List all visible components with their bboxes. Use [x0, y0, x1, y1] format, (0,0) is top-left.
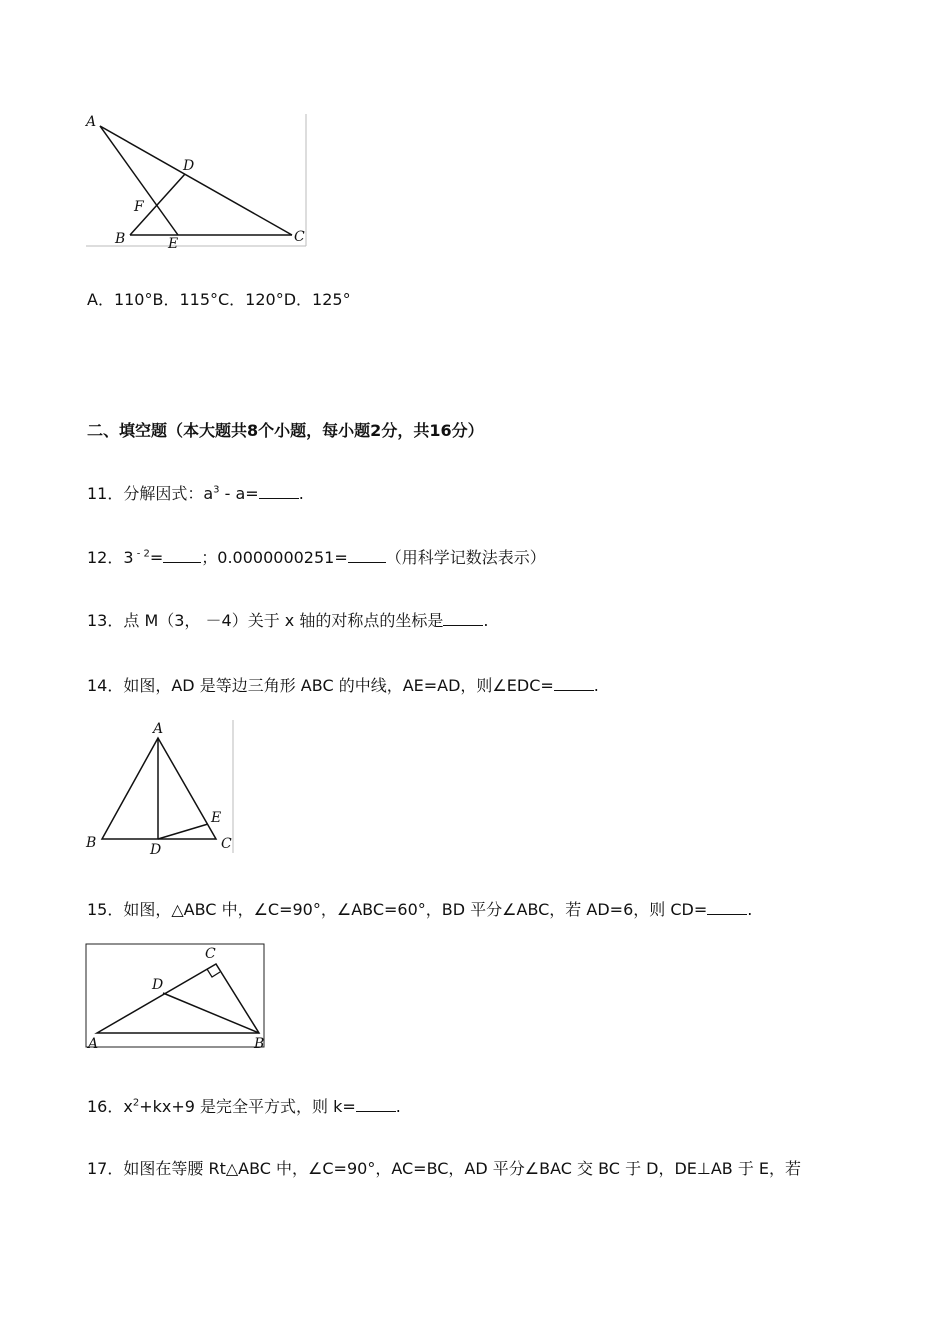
segment-de [158, 824, 208, 839]
question-11: 11．分解因式：$a^3 - a=$ . [87, 484, 304, 503]
label-b: B [86, 835, 97, 851]
figure-q15 [85, 942, 267, 1052]
answer-blank[interactable] [348, 546, 386, 563]
answer-blank[interactable] [259, 482, 299, 499]
answer-blank[interactable] [554, 674, 594, 691]
label-f: F [134, 199, 144, 215]
label-b: B [115, 231, 126, 247]
triangle-abc [102, 738, 216, 839]
label-c: C [221, 836, 232, 852]
q10-options: A．110°B．115°C．120°D．125° [87, 290, 351, 309]
question-15: 15．如图，△ABC 中，∠C=90°，∠ABC=60°，BD 平分∠ABC，若 AD=6，则 CD= . [87, 900, 753, 919]
label-a: A [88, 1036, 99, 1052]
question-17: 17．如图在等腰 Rt△ABC 中，∠C=90°，AC=BC，AD 平分∠BAC 交 BC 于 D，DE⊥AB 于 E，若 [87, 1159, 802, 1178]
question-16: 16．$x^2+kx+9$ 是完全平方式，则 k= . [87, 1097, 401, 1116]
segment-bd [163, 993, 259, 1033]
label-e: E [168, 236, 179, 252]
question-14: 14．如图，AD 是等边三角形 ABC 的中线，AE=AD，则∠EDC= . [87, 676, 599, 695]
answer-blank[interactable] [356, 1095, 396, 1112]
segment-ae [100, 126, 178, 235]
question-13: 13．点 M（3， －4）关于 x 轴的对称点的坐标是 . [87, 611, 489, 630]
label-c: C [205, 946, 216, 962]
label-d: D [183, 158, 195, 174]
label-e: E [211, 810, 222, 826]
section2-title: 二、填空题（本大题共8个小题，每小题2分，共16分） [87, 421, 484, 440]
answer-blank[interactable] [707, 898, 747, 915]
label-a: A [153, 721, 164, 737]
answer-blank[interactable] [163, 546, 201, 563]
right-angle-mark [207, 969, 220, 977]
label-b: B [254, 1036, 265, 1052]
figure-q10 [80, 108, 315, 253]
label-a: A [86, 114, 97, 130]
figure-q14 [80, 716, 240, 861]
answer-blank[interactable] [443, 609, 483, 626]
label-c: C [294, 229, 305, 245]
segment-ac [100, 126, 292, 235]
label-d: D [152, 977, 164, 993]
question-12: 12．3 $^{- 2}$= ；0.0000000251= （用科学记数法表示） [87, 548, 546, 567]
label-d: D [150, 842, 162, 858]
